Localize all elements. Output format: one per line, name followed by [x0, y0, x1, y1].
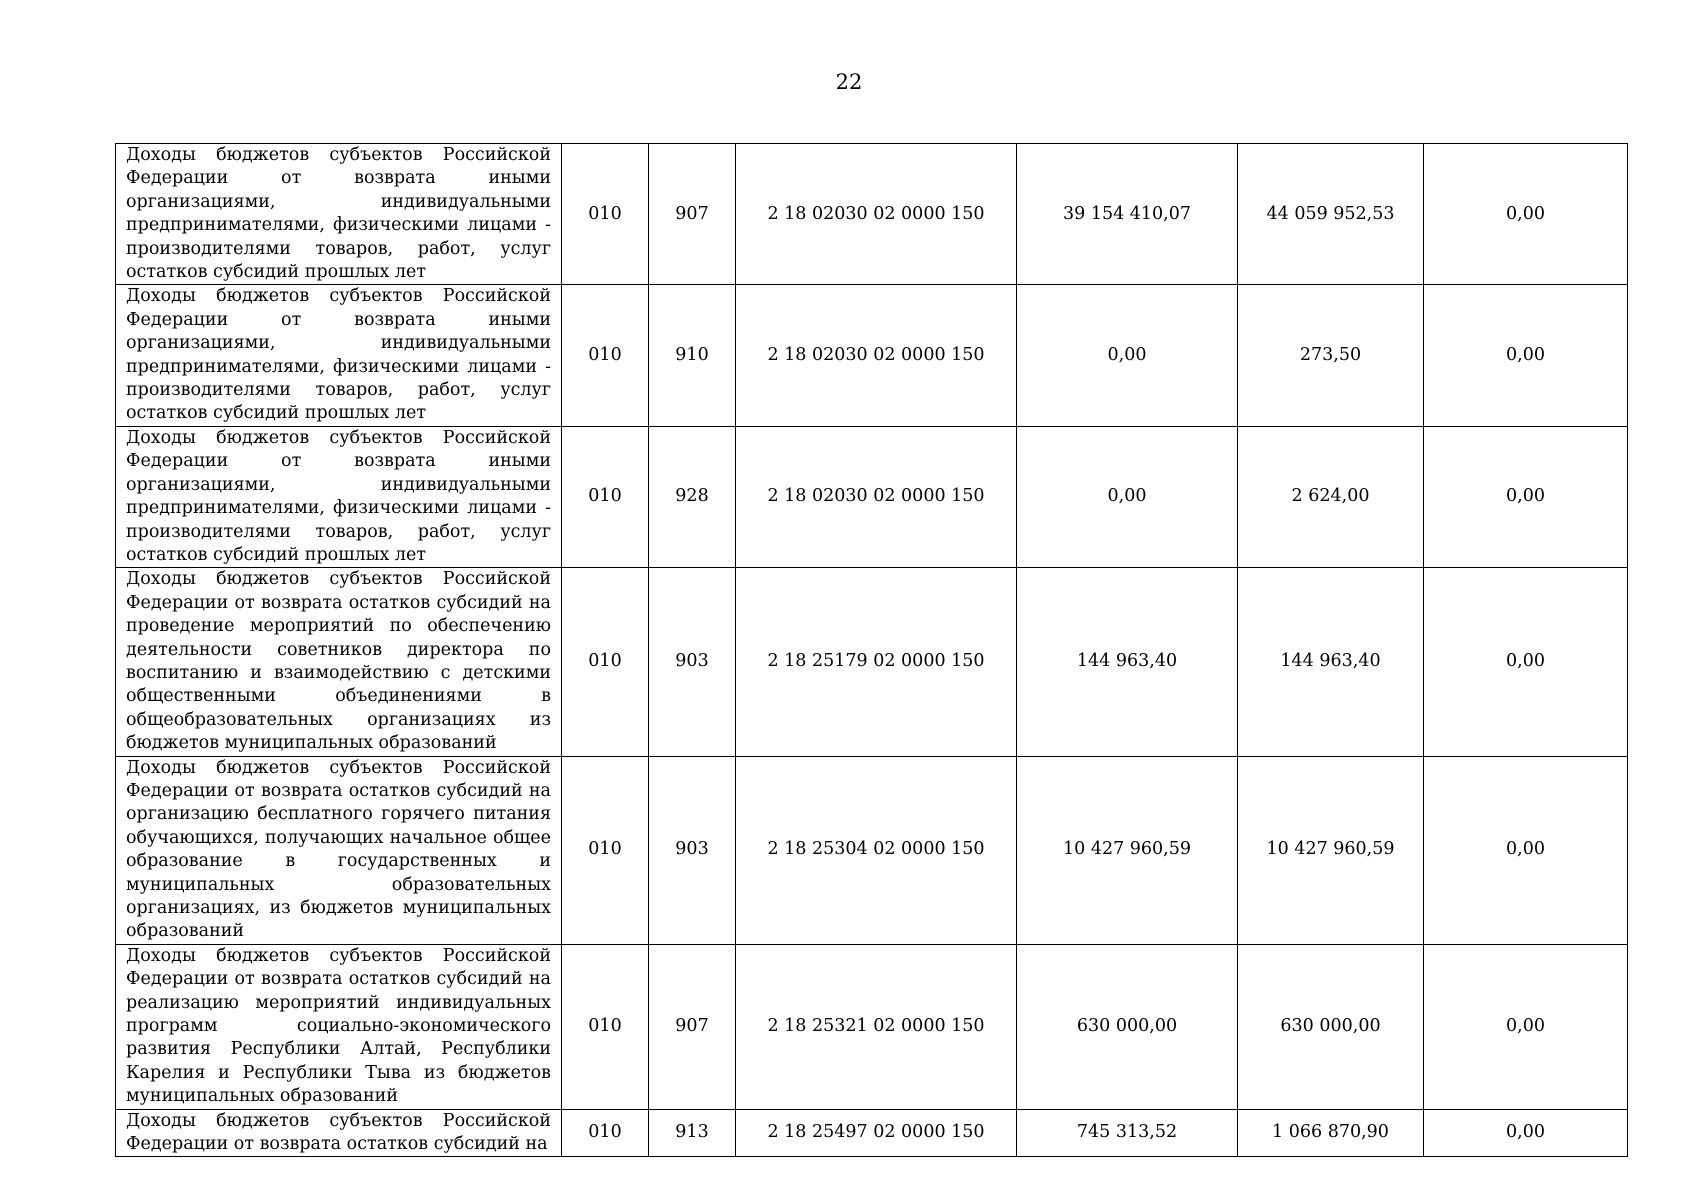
amount-cell: 0,00: [1424, 944, 1628, 1109]
amount-cell: 0,00: [1424, 756, 1628, 944]
code-cell: 010: [562, 568, 649, 756]
amount-cell: 745 313,52: [1017, 1109, 1238, 1157]
table-row: [116, 1109, 1628, 1157]
amount-cell: 273,50: [1238, 285, 1424, 426]
amount-cell: 630 000,00: [1017, 944, 1238, 1109]
amount-cell: 0,00: [1424, 1109, 1628, 1157]
amount-cell: 10 427 960,59: [1238, 756, 1424, 944]
revenue-description: Доходы бюджетов субъектов Российской Федерации от возврата иными организациями, индивидуальными предпринимателями, физическими лицами - производителями товаров, работ, услуг остатков субсидий прошлых лет: [116, 285, 562, 426]
amount-cell: 44 059 952,53: [1238, 144, 1424, 285]
classification-code-cell: 2 18 25179 02 0000 150: [736, 568, 1017, 756]
table-row: [116, 285, 1628, 426]
administrator-code-cell: 913: [649, 1109, 736, 1157]
revenue-description: Доходы бюджетов субъектов Российской Федерации от возврата остатков субсидий на: [116, 1109, 562, 1157]
table-row: [116, 756, 1628, 944]
table-row: [116, 426, 1628, 567]
revenue-description: Доходы бюджетов субъектов Российской Федерации от возврата остатков субсидий на организацию бесплатного горячего питания обучающихся, получающих начальное общее образование в государственных и муниципальных образовательных организациях, из бюджетов муниципальных образований: [116, 756, 562, 944]
administrator-code-cell: 903: [649, 756, 736, 944]
classification-code-cell: 2 18 02030 02 0000 150: [736, 426, 1017, 567]
revenue-description: Доходы бюджетов субъектов Российской Федерации от возврата остатков субсидий на реализацию мероприятий индивидуальных программ социально-экономического развития Республики Алтай, Республики Карелия и Республики Тыва из бюджетов муниципальных образований: [116, 944, 562, 1109]
administrator-code-cell: 907: [649, 944, 736, 1109]
code-cell: 010: [562, 426, 649, 567]
revenue-description: Доходы бюджетов субъектов Российской Федерации от возврата иными организациями, индивидуальными предпринимателями, физическими лицами - производителями товаров, работ, услуг остатков субсидий прошлых лет: [116, 144, 562, 285]
amount-cell: 144 963,40: [1017, 568, 1238, 756]
table-row: [116, 944, 1628, 1109]
amount-cell: 144 963,40: [1238, 568, 1424, 756]
table-row: [116, 144, 1628, 285]
revenue-description: Доходы бюджетов субъектов Российской Федерации от возврата остатков субсидий на проведение мероприятий по обеспечению деятельности советников директора по воспитанию и взаимодействию с детскими общественными объединениями в общеобразовательных организациях из бюджетов муниципальных образований: [116, 568, 562, 756]
amount-cell: 1 066 870,90: [1238, 1109, 1424, 1157]
classification-code-cell: 2 18 02030 02 0000 150: [736, 144, 1017, 285]
administrator-code-cell: 928: [649, 426, 736, 567]
amount-cell: 0,00: [1017, 285, 1238, 426]
budget-revenue-table: [115, 143, 1628, 1157]
amount-cell: 0,00: [1424, 568, 1628, 756]
amount-cell: 0,00: [1424, 285, 1628, 426]
amount-cell: 0,00: [1017, 426, 1238, 567]
administrator-code-cell: 907: [649, 144, 736, 285]
revenue-description: Доходы бюджетов субъектов Российской Федерации от возврата иными организациями, индивидуальными предпринимателями, физическими лицами - производителями товаров, работ, услуг остатков субсидий прошлых лет: [116, 426, 562, 567]
classification-code-cell: 2 18 25321 02 0000 150: [736, 944, 1017, 1109]
classification-code-cell: 2 18 25497 02 0000 150: [736, 1109, 1017, 1157]
amount-cell: 39 154 410,07: [1017, 144, 1238, 285]
administrator-code-cell: 910: [649, 285, 736, 426]
amount-cell: 630 000,00: [1238, 944, 1424, 1109]
code-cell: 010: [562, 1109, 649, 1157]
amount-cell: 2 624,00: [1238, 426, 1424, 567]
code-cell: 010: [562, 944, 649, 1109]
code-cell: 010: [562, 285, 649, 426]
table-row: [116, 568, 1628, 756]
administrator-code-cell: 903: [649, 568, 736, 756]
amount-cell: 10 427 960,59: [1017, 756, 1238, 944]
page-number: 22: [835, 70, 863, 94]
code-cell: 010: [562, 144, 649, 285]
amount-cell: 0,00: [1424, 426, 1628, 567]
classification-code-cell: 2 18 02030 02 0000 150: [736, 285, 1017, 426]
code-cell: 010: [562, 756, 649, 944]
classification-code-cell: 2 18 25304 02 0000 150: [736, 756, 1017, 944]
amount-cell: 0,00: [1424, 144, 1628, 285]
